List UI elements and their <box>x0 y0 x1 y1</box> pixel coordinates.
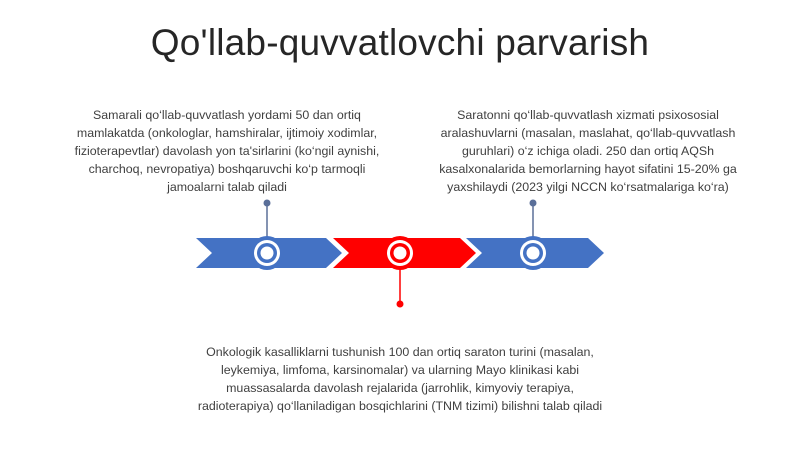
slide-title: Qo'llab-quvvatlovchi parvarish <box>150 22 650 63</box>
connector-dot-right <box>530 200 537 207</box>
milestone-marker-left <box>250 236 284 270</box>
milestone-text-bottom: Onkologik kasalliklarni tushunish 100 dan ortiq saraton turini (masalan, leykemiya, limfoma, karsinomalar) va ularning Mayo klinikasi kabi muassasalarda davolash rejalarida (jarrohlik, kimyoviy terapiya, radioterapiya) qo‘llaniladigan bosqichlarini (TNM tizimi) bilishni talab qiladi <box>197 345 603 413</box>
milestone-text-left: Samarali qo‘llab-quvvatlash yordami 50 dan ortiq mamlakatda (onkologlar, hamshiralar, ijtimoiy xodimlar, fizioterapevtlar) davolash yon ta'sirlarini (ko‘ngil aynishi, charchoq, nevropatiya) boshqaruvchi ko‘p tarmoqli jamoalarni talab qiladi <box>74 108 380 194</box>
milestone-marker-bottom <box>383 236 417 270</box>
connector-dot-left <box>264 200 271 207</box>
connector-dot-bottom <box>397 301 404 308</box>
milestone-marker-right <box>516 236 550 270</box>
milestone-text-right: Saratonni qo‘llab-quvvatlash xizmati psixososial aralashuvlarni (masalan, maslahat, qo‘llab-quvvatlash guruhlari) o‘z ichiga oladi. 250 dan ortiq AQSh kasalxonalarida bemorlarning hayot sifatini 15-20% ga yaxshilaydi (2023 yilgi NCCN ko‘rsatmalariga ko‘ra) <box>439 108 737 194</box>
